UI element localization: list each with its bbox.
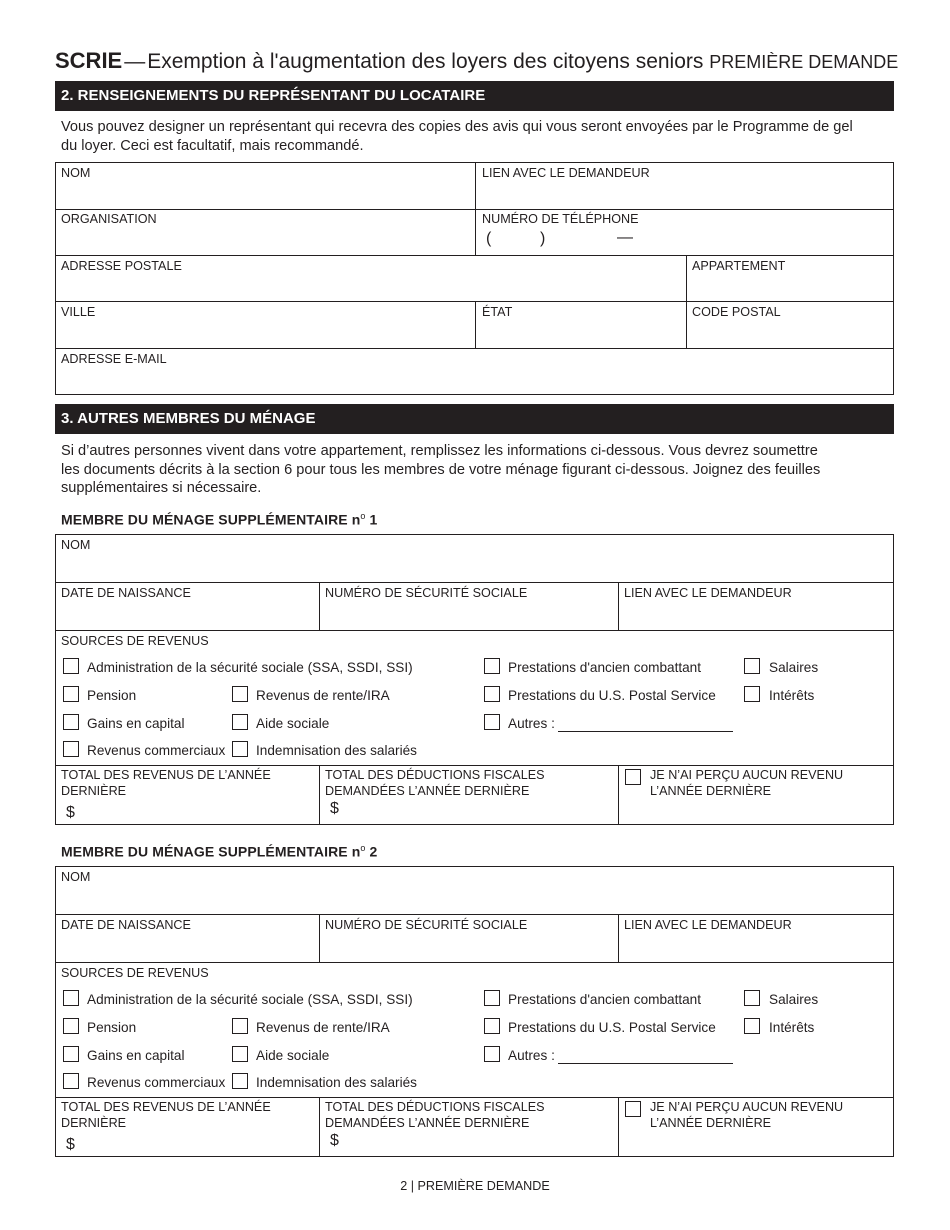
page-title: [55, 48, 898, 74]
member-2-name-field[interactable]: NOM: [61, 870, 91, 884]
section-2-intro-line-1: Vous pouvez designer un représentant qui recevra des copies des avis qui vous seront envoyées par le Programme de gel: [61, 119, 853, 135]
no-income-label-line-2: L’ANNÉE DERNIÈRE: [650, 1115, 772, 1130]
member-2-annuity-checkbox[interactable]: [232, 1018, 248, 1034]
member-2-total-deductions-field[interactable]: [325, 1100, 545, 1131]
member-1-name-field[interactable]: NOM: [61, 538, 91, 552]
member-2-no-income-label: [650, 1100, 843, 1131]
member-1-pension-checkbox[interactable]: [63, 686, 79, 702]
section-3-intro: [61, 442, 891, 498]
member-2-capital-gains-label: Gains en capital: [87, 1048, 185, 1063]
member-2-birthdate-field[interactable]: DATE DE NAISSANCE: [61, 918, 191, 932]
member-1-no-income-checkbox[interactable]: [625, 769, 641, 785]
member-2-income-dollar: $: [66, 1136, 75, 1153]
no-income-label-line-1: JE N’AI PERÇU AUCUN REVENU: [650, 768, 844, 782]
member-1-workers-comp-label: Indemnisation des salariés: [256, 743, 417, 758]
member-2-veteran-checkbox[interactable]: [484, 990, 500, 1006]
member-2-pension-label: Pension: [87, 1020, 137, 1035]
rep-relationship-field[interactable]: LIEN AVEC LE DEMANDEUR: [482, 166, 650, 180]
member-1-annuity-label: Revenus de rente/IRA: [256, 688, 390, 703]
member-1-business-label: Revenus commerciaux: [87, 743, 226, 758]
member-2-welfare-checkbox[interactable]: [232, 1046, 248, 1062]
phone-area-open: (: [486, 230, 492, 247]
member-1-other-checkbox[interactable]: [484, 714, 500, 730]
member-1-capital-gains-label: Gains en capital: [87, 716, 185, 731]
divider: [55, 255, 894, 256]
rep-address-field[interactable]: ADRESSE POSTALE: [61, 259, 182, 273]
title-dash: —: [124, 50, 146, 73]
member-2-income-sources-label: SOURCES DE REVENUS: [61, 966, 209, 980]
member-2-business-checkbox[interactable]: [63, 1073, 79, 1089]
rep-name-field[interactable]: NOM: [61, 166, 91, 180]
title-text: Exemption à l'augmentation des loyers des citoyens seniors: [147, 50, 704, 73]
rep-phone-field[interactable]: NUMÉRO DE TÉLÉPHONE: [482, 212, 639, 226]
phone-dash: —: [617, 229, 633, 246]
divider: [686, 255, 687, 348]
divider: [55, 582, 894, 583]
section-3-intro-line-2: les documents décrits à la section 6 pour tous les membres de votre ménage figurant ci-dessous. Joignez des feuilles: [61, 461, 821, 478]
member-1-heading: [61, 511, 377, 528]
rep-apartment-field[interactable]: APPARTEMENT: [692, 259, 786, 273]
member-heading-text: MEMBRE DU MÉNAGE SUPPLÉMENTAIRE n: [61, 511, 361, 528]
member-1-interest-checkbox[interactable]: [744, 686, 760, 702]
total-income-label-line-2: DERNIÈRE: [61, 1115, 127, 1130]
member-heading-number: 1: [365, 511, 378, 528]
member-1-veteran-label: Prestations d'ancien combattant: [508, 660, 702, 675]
total-income-label-line-1: TOTAL DES REVENUS DE L’ANNÉE: [61, 768, 271, 782]
member-1-postal-label: Prestations du U.S. Postal Service: [508, 688, 716, 703]
member-1-income-dollar: $: [66, 804, 75, 821]
member-1-other-label: Autres :: [508, 716, 555, 731]
member-heading-sup: o: [360, 511, 366, 521]
member-1-wages-checkbox[interactable]: [744, 658, 760, 674]
title-subtitle: PREMIÈRE DEMANDE: [709, 52, 899, 72]
section-3-intro-line-1: Si d’autres personnes vivent dans votre appartement, remplissez les informations ci-dessous. Vous devrez soumettre: [61, 443, 818, 459]
member-2-deductions-dollar: $: [330, 1132, 339, 1149]
rep-organization-field[interactable]: ORGANISATION: [61, 212, 157, 226]
member-1-welfare-label: Aide sociale: [256, 716, 330, 731]
member-1-business-checkbox[interactable]: [63, 741, 79, 757]
member-1-pension-label: Pension: [87, 688, 137, 703]
total-deductions-label-line-1: TOTAL DES DÉDUCTIONS FISCALES: [325, 1100, 545, 1114]
divider: [319, 582, 320, 630]
total-deductions-label-line-2: DEMANDÉES L’ANNÉE DERNIÈRE: [325, 783, 530, 798]
member-1-postal-checkbox[interactable]: [484, 686, 500, 702]
member-1-annuity-checkbox[interactable]: [232, 686, 248, 702]
rep-state-field[interactable]: ÉTAT: [482, 305, 513, 319]
member-2-interest-label: Intérêts: [769, 1020, 815, 1035]
member-2-ssa-checkbox[interactable]: [63, 990, 79, 1006]
member-2-workers-comp-label: Indemnisation des salariés: [256, 1075, 417, 1090]
member-2-ssa-label: Administration de la sécurité sociale (SSA, SSDI, SSI): [87, 992, 413, 1007]
member-1-total-deductions-field[interactable]: [325, 768, 545, 799]
member-2-no-income-checkbox[interactable]: [625, 1101, 641, 1117]
divider: [55, 348, 894, 349]
phone-area-close: ): [540, 230, 546, 247]
no-income-label-line-1: JE N’AI PERÇU AUCUN REVENU: [650, 1100, 844, 1114]
member-2-veteran-label: Prestations d'ancien combattant: [508, 992, 702, 1007]
member-2-postal-checkbox[interactable]: [484, 1018, 500, 1034]
member-2-total-income-field[interactable]: [61, 1100, 271, 1131]
member-1-total-income-field[interactable]: [61, 768, 271, 799]
divider: [618, 765, 619, 825]
page-footer: 2 | PREMIÈRE DEMANDE: [400, 1179, 550, 1193]
divider: [55, 962, 894, 963]
member-1-wages-label: Salaires: [769, 660, 819, 675]
section-2-heading: 2. RENSEIGNEMENTS DU REPRÉSENTANT DU LOCATAIRE: [55, 81, 894, 111]
member-heading-number: 2: [365, 843, 378, 860]
member-1-birthdate-field[interactable]: DATE DE NAISSANCE: [61, 586, 191, 600]
member-1-workers-comp-checkbox[interactable]: [232, 741, 248, 757]
member-2-relationship-field[interactable]: LIEN AVEC LE DEMANDEUR: [624, 918, 792, 932]
divider: [618, 914, 619, 962]
member-1-deductions-dollar: $: [330, 800, 339, 817]
member-2-other-input[interactable]: [558, 1063, 733, 1064]
total-income-label-line-1: TOTAL DES REVENUS DE L’ANNÉE: [61, 1100, 271, 1114]
member-1-no-income-label: [650, 768, 843, 799]
member-1-veteran-checkbox[interactable]: [484, 658, 500, 674]
divider: [319, 1097, 320, 1157]
member-2-pension-checkbox[interactable]: [63, 1018, 79, 1034]
total-deductions-label-line-2: DEMANDÉES L’ANNÉE DERNIÈRE: [325, 1115, 530, 1130]
member-1-welfare-checkbox[interactable]: [232, 714, 248, 730]
member-2-annuity-label: Revenus de rente/IRA: [256, 1020, 390, 1035]
rep-city-field[interactable]: VILLE: [61, 305, 96, 319]
member-2-capital-gains-checkbox[interactable]: [63, 1046, 79, 1062]
rep-zip-field[interactable]: CODE POSTAL: [692, 305, 781, 319]
member-2-ssn-field[interactable]: NUMÉRO DE SÉCURITÉ SOCIALE: [325, 918, 528, 932]
divider: [319, 914, 320, 962]
member-1-ssa-label: Administration de la sécurité sociale (SSA, SSDI, SSI): [87, 660, 413, 675]
member-1-ssn-field[interactable]: NUMÉRO DE SÉCURITÉ SOCIALE: [325, 586, 528, 600]
member-2-workers-comp-checkbox[interactable]: [232, 1073, 248, 1089]
rep-email-field[interactable]: ADRESSE E-MAIL: [61, 352, 167, 366]
member-2-wages-label: Salaires: [769, 992, 819, 1007]
member-heading-sup: o: [360, 843, 366, 853]
member-2-welfare-label: Aide sociale: [256, 1048, 330, 1063]
divider: [319, 765, 320, 825]
divider: [475, 162, 476, 255]
member-1-ssa-checkbox[interactable]: [63, 658, 79, 674]
member-2-postal-label: Prestations du U.S. Postal Service: [508, 1020, 716, 1035]
member-2-business-label: Revenus commerciaux: [87, 1075, 226, 1090]
member-1-capital-gains-checkbox[interactable]: [63, 714, 79, 730]
member-1-relationship-field[interactable]: LIEN AVEC LE DEMANDEUR: [624, 586, 792, 600]
member-1-interest-label: Intérêts: [769, 688, 815, 703]
no-income-label-line-2: L’ANNÉE DERNIÈRE: [650, 783, 772, 798]
total-income-label-line-2: DERNIÈRE: [61, 783, 127, 798]
divider: [55, 1097, 894, 1098]
member-1-income-sources-label: SOURCES DE REVENUS: [61, 634, 209, 648]
member-2-heading: [61, 843, 377, 860]
member-2-interest-checkbox[interactable]: [744, 1018, 760, 1034]
section-2-intro: [61, 118, 891, 155]
divider: [55, 914, 894, 915]
member-2-other-label: Autres :: [508, 1048, 555, 1063]
divider: [55, 765, 894, 766]
total-deductions-label-line-1: TOTAL DES DÉDUCTIONS FISCALES: [325, 768, 545, 782]
section-3-intro-line-3: supplémentaires si nécessaire.: [61, 480, 262, 496]
member-2-wages-checkbox[interactable]: [744, 990, 760, 1006]
divider: [55, 630, 894, 631]
member-heading-text: MEMBRE DU MÉNAGE SUPPLÉMENTAIRE n: [61, 843, 361, 860]
section-2-intro-line-2: du loyer. Ceci est facultatif, mais recommandé.: [61, 137, 364, 154]
divider: [618, 1097, 619, 1157]
brand-name: SCRIE: [55, 48, 123, 73]
member-2-other-checkbox[interactable]: [484, 1046, 500, 1062]
divider: [475, 301, 476, 348]
member-1-other-input[interactable]: [558, 731, 733, 732]
divider: [618, 582, 619, 630]
section-3-heading: 3. AUTRES MEMBRES DU MÉNAGE: [55, 404, 894, 434]
